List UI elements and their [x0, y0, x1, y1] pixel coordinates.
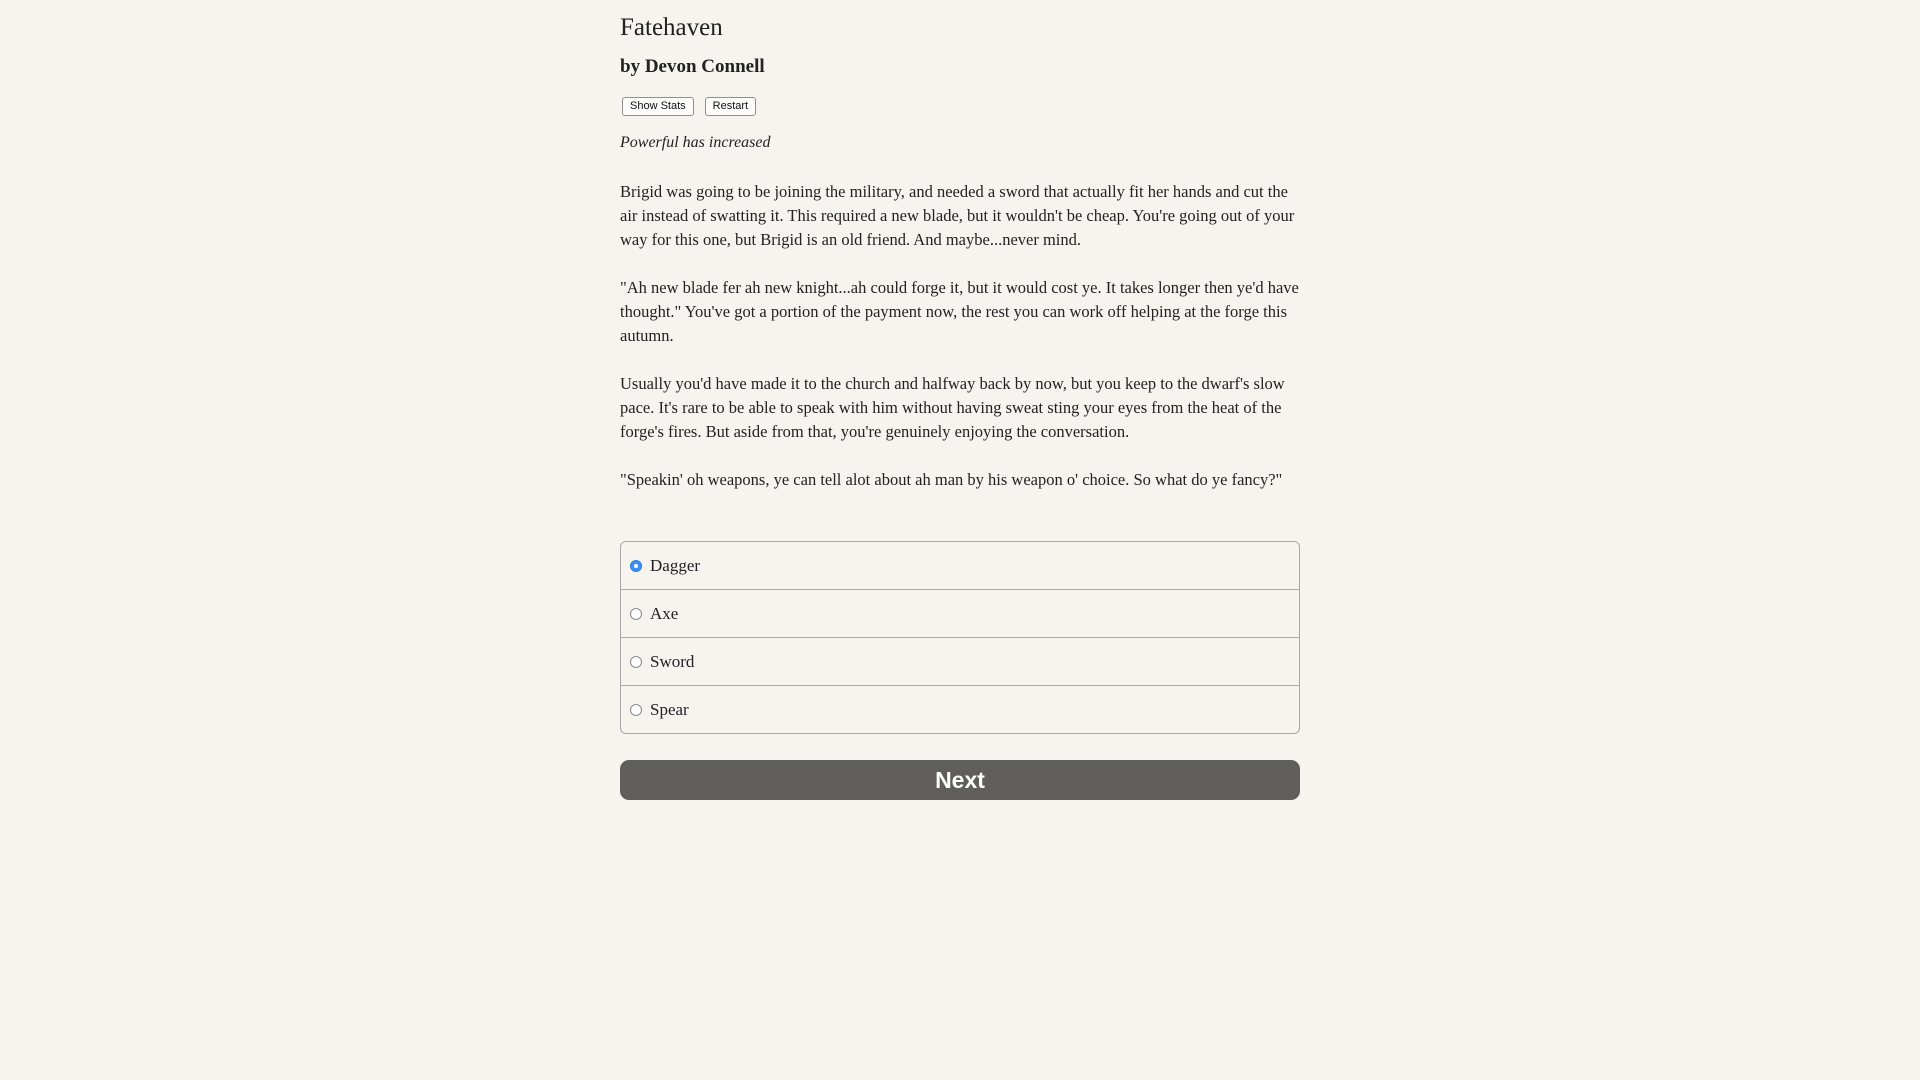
- restart-button[interactable]: Restart: [705, 97, 756, 116]
- radio-selected-icon[interactable]: [630, 560, 642, 572]
- next-button[interactable]: Next: [620, 760, 1300, 800]
- story-paragraph: "Speakin' oh weapons, ye can tell alot about ah man by his weapon o' choice. So what do ye fancy?": [620, 470, 1283, 489]
- story-paragraph: Usually you'd have made it to the church and halfway back by now, but you keep to the dwarf's slow pace. It's rare to be able to speak with him without having sweat sting your eyes from the heat of the forge's fires. But aside from that, you're genuinely enjoying the conversation.: [620, 374, 1285, 441]
- story-paragraph: Brigid was going to be joining the military, and needed a sword that actually fit her hands and cut the air instead of swatting it. This required a new blade, but it wouldn't be cheap. You're going out of your way for this one, but Brigid is an old friend. And maybe...never mind.: [620, 182, 1295, 249]
- radio-unselected-icon[interactable]: [630, 656, 642, 668]
- game-title: Fatehaven: [620, 14, 723, 41]
- choice-label: Spear: [650, 699, 689, 719]
- stats-toolbar: [622, 97, 756, 116]
- choice-dagger[interactable]: [621, 542, 1299, 589]
- game-author: by Devon Connell: [620, 56, 765, 77]
- choice-label: Dagger: [650, 555, 701, 575]
- choice-list: [620, 541, 1300, 734]
- choice-label: Sword: [650, 651, 695, 671]
- show-stats-button[interactable]: Show Stats: [622, 97, 694, 116]
- story-paragraph: "Ah new blade fer ah new knight...ah could forge it, but it would cost ye. It takes longer then ye'd have thought." You've got a portion of the payment now, the rest you can work off helping at the forge this autumn.: [620, 278, 1299, 345]
- choice-label: Axe: [650, 603, 679, 623]
- choice-spear[interactable]: [621, 685, 1299, 733]
- choice-sword[interactable]: [621, 637, 1299, 685]
- choice-axe[interactable]: [621, 589, 1299, 637]
- radio-unselected-icon[interactable]: [630, 608, 642, 620]
- stat-change-message: Powerful has increased: [620, 134, 771, 151]
- story-text: [620, 180, 1300, 516]
- radio-unselected-icon[interactable]: [630, 704, 642, 716]
